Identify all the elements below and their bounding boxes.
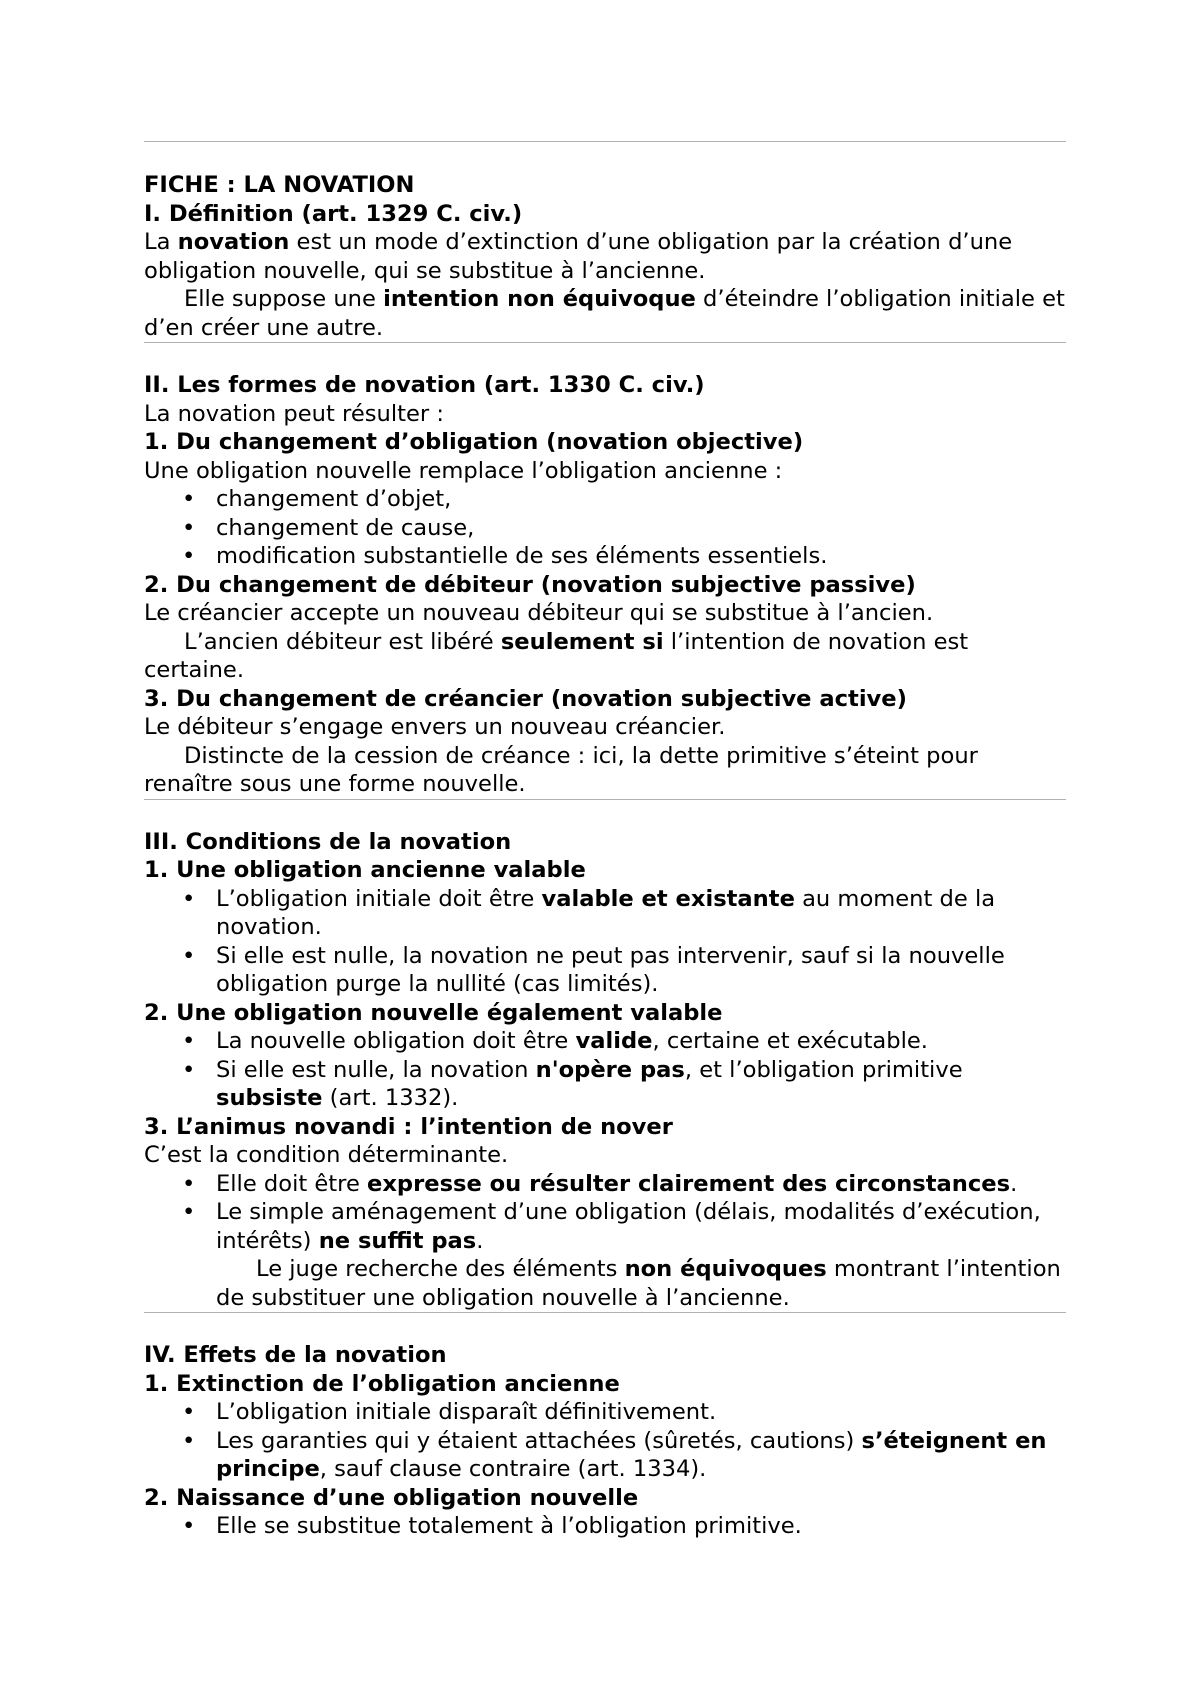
paragraph: Distincte de la cession de créance : ici, la dette primitive s’éteint pour renaître sous une forme nouvelle. [144, 742, 978, 797]
list-item: • Si elle est nulle, la novation ne peut pas intervenir, sauf si la nouvelle obligation purge la nullité (cas limités). [144, 942, 1066, 999]
document-title: FICHE : LA NOVATION [144, 172, 415, 198]
divider [144, 342, 1066, 343]
paragraph: L’ancien débiteur est libéré seulement si l’intention de novation est certaine. [144, 628, 969, 683]
paragraph: Elle suppose une intention non équivoque d’éteindre l’obligation initiale et d’en créer une autre. [144, 286, 1065, 341]
paragraph: Le créancier accepte un nouveau débiteur qui se substitue à l’ancien. [144, 600, 934, 626]
section-heading: III. Conditions de la novation [144, 828, 512, 855]
list-item: • Elle se substitue totalement à l’obligation primitive. [144, 1512, 1066, 1541]
list-item: • Elle doit être expresse ou résulter clairement des circonstances. [144, 1170, 1066, 1199]
list-item: • changement de cause, [144, 514, 1066, 543]
divider [144, 141, 1066, 142]
subsection-heading: 1. Extinction de l’obligation ancienne [144, 1370, 620, 1397]
paragraph: Le juge recherche des éléments non équivoques montrant l’intention de substituer une obligation nouvelle à l’ancienne. [216, 1256, 1061, 1311]
section-heading: IV. Effets de la novation [144, 1342, 447, 1368]
bullet-list [144, 1027, 1066, 1113]
subsection-heading: 2. Une obligation nouvelle également valable [144, 999, 723, 1026]
list-item: • Le simple aménagement d’une obligation (délais, modalités d’exécution, intérêts) ne suffit pas. [144, 1198, 1066, 1255]
list-item: • L’obligation initiale doit être valable et existante au moment de la novation. [144, 885, 1066, 942]
subsection-heading: 2. Naissance d’une obligation nouvelle [144, 1484, 639, 1511]
subsection-heading: 1. Une obligation ancienne valable [144, 857, 586, 883]
list-item: • L’obligation initiale disparaît définitivement. [144, 1398, 1066, 1427]
bullet-list [144, 885, 1066, 999]
section-heading: II. Les formes de novation (art. 1330 C. civ.) [144, 372, 705, 398]
subsection-heading: 3. Du changement de créancier (novation subjective active) [144, 685, 907, 712]
list-item: • Si elle est nulle, la novation n'opère pas, et l’obligation primitive subsiste (art. 1332). [144, 1056, 1066, 1113]
paragraph: Une obligation nouvelle remplace l’obligation ancienne : [144, 457, 783, 484]
bullet-list [144, 485, 1066, 571]
subsection-heading: 2. Du changement de débiteur (novation subjective passive) [144, 571, 916, 598]
subsection-heading: 3. L’animus novandi : l’intention de nover [144, 1113, 673, 1140]
divider [144, 1312, 1066, 1313]
subsection-heading: 1. Du changement d’obligation (novation objective) [144, 429, 804, 455]
bullet-list [144, 1512, 1066, 1541]
divider [144, 799, 1066, 800]
document-page [144, 141, 1066, 1541]
list-item: • La nouvelle obligation doit être valide, certaine et exécutable. [144, 1027, 1066, 1056]
paragraph: La novation est un mode d’extinction d’une obligation par la création d’une obligation nouvelle, qui se substitue à l’ancienne. [144, 229, 1013, 284]
list-item: • modification substantielle de ses éléments essentiels. [144, 542, 1066, 571]
list-item: • Les garanties qui y étaient attachées (sûretés, cautions) s’éteignent en principe, sauf clause contraire (art. 1334). [144, 1427, 1066, 1484]
paragraph: Le débiteur s’engage envers un nouveau créancier. [144, 714, 726, 740]
paragraph: C’est la condition déterminante. [144, 1142, 509, 1168]
section-heading: I. Définition (art. 1329 C. civ.) [144, 200, 523, 227]
paragraph: La novation peut résulter : [144, 400, 444, 427]
bullet-list [144, 1398, 1066, 1484]
bullet-list [144, 1170, 1066, 1256]
list-item: • changement d’objet, [144, 485, 1066, 514]
